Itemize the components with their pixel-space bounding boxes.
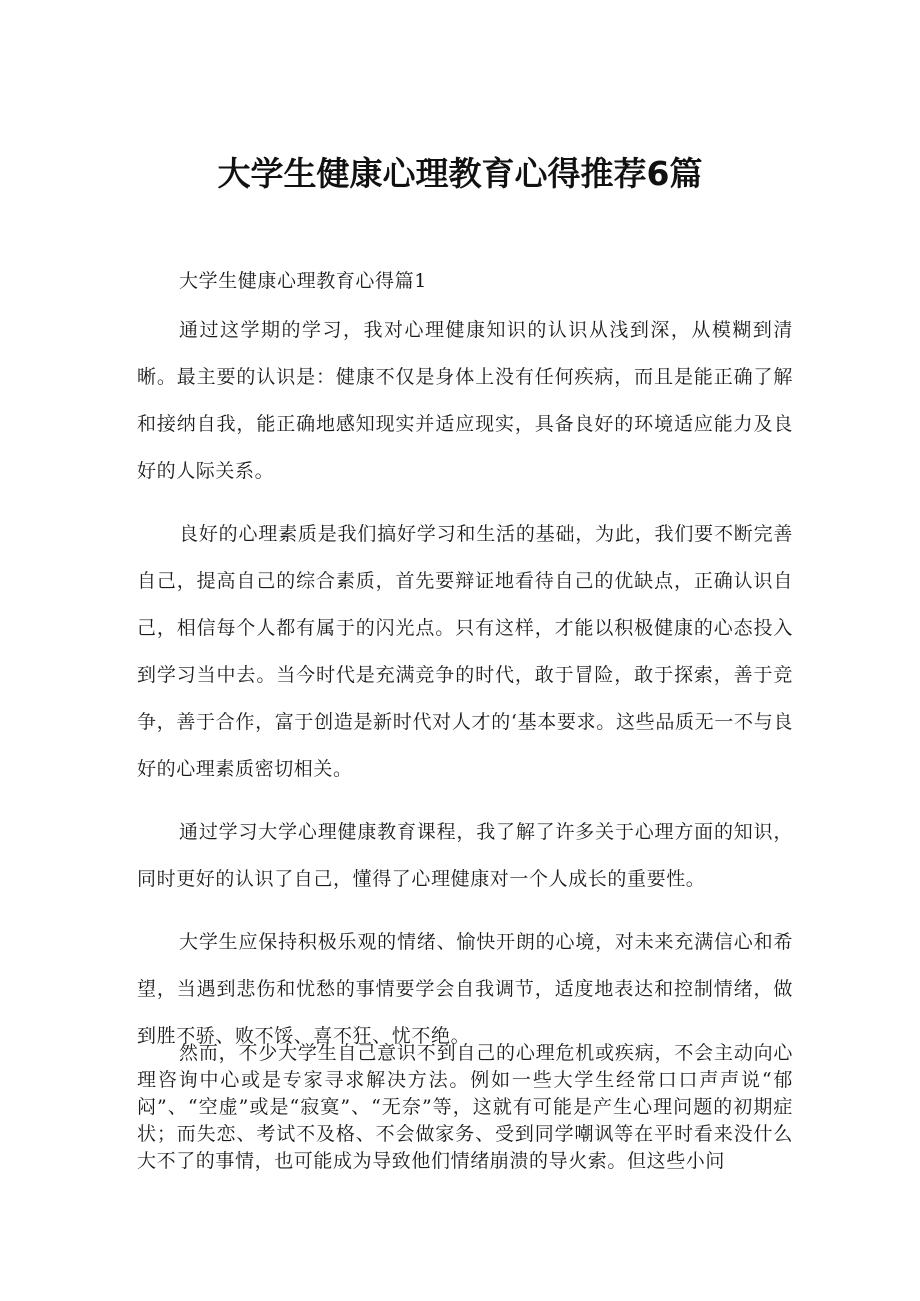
section-heading: 大学生健康心理教育心得篇1 <box>179 270 427 292</box>
paragraph-5: 然而，不少大学生自己意识不到自己的心理危机或疾病，不会主动向心理咨询中心或是专家寻求解决方法。例如一些大学生经常口口声声说“郁闷”、“空虚”或是“寂寞”、“无奈”等，这就有可能是产生心理问题的初期症状；而失恋、考试不及格、不会做家务、受到同学嘲讽等在平时看来没什么大不了的事情，也可能成为导致他们情绪崩溃的导火索。但这些小问 <box>137 1042 793 1172</box>
paragraph-2: 良好的心理素质是我们搞好学习和生活的基础，为此，我们要不断完善自己，提高自己的综合素质，首先要辩证地看待自己的优缺点，正确认识自己，相信每个人都有属于的闪光点。只有这样，才能以积极健康的心态投入到学习当中去。当今时代是充满竞争的时代，敢于冒险，敢于探索，善于竞争，善于合作，富于创造是新时代对人才的‘基本要求。这些品质无一不与良好的心理素质密切相关。 <box>137 523 793 780</box>
paragraph-1: 通过这学期的学习，我对心理健康知识的认识从浅到深，从模糊到清晰。最主要的认识是：健康不仅是身体上没有任何疾病，而且是能正确了解和接纳自我，能正确地感知现实并适应现实，具备良好的环境适应能力及良好的人际关系。 <box>137 319 793 482</box>
paragraph-4: 大学生应保持积极乐观的情绪、愉快开朗的心境，对未来充满信心和希望，当遇到悲伤和忧愁的事情要学会自我调节，适度地表达和控制情绪，做到胜不骄、败不馁、喜不狂、忧不绝。 <box>137 931 793 1047</box>
body-paragraphs <box>137 307 793 1076</box>
document-title: 大学生健康心理教育心得推荐6篇 <box>217 154 703 193</box>
paragraph-3: 通过学习大学心理健康教育课程，我了解了许多关于心理方面的知识，同时更好的认识了自己，懂得了心理健康对一个人成长的重要性。 <box>137 821 793 890</box>
